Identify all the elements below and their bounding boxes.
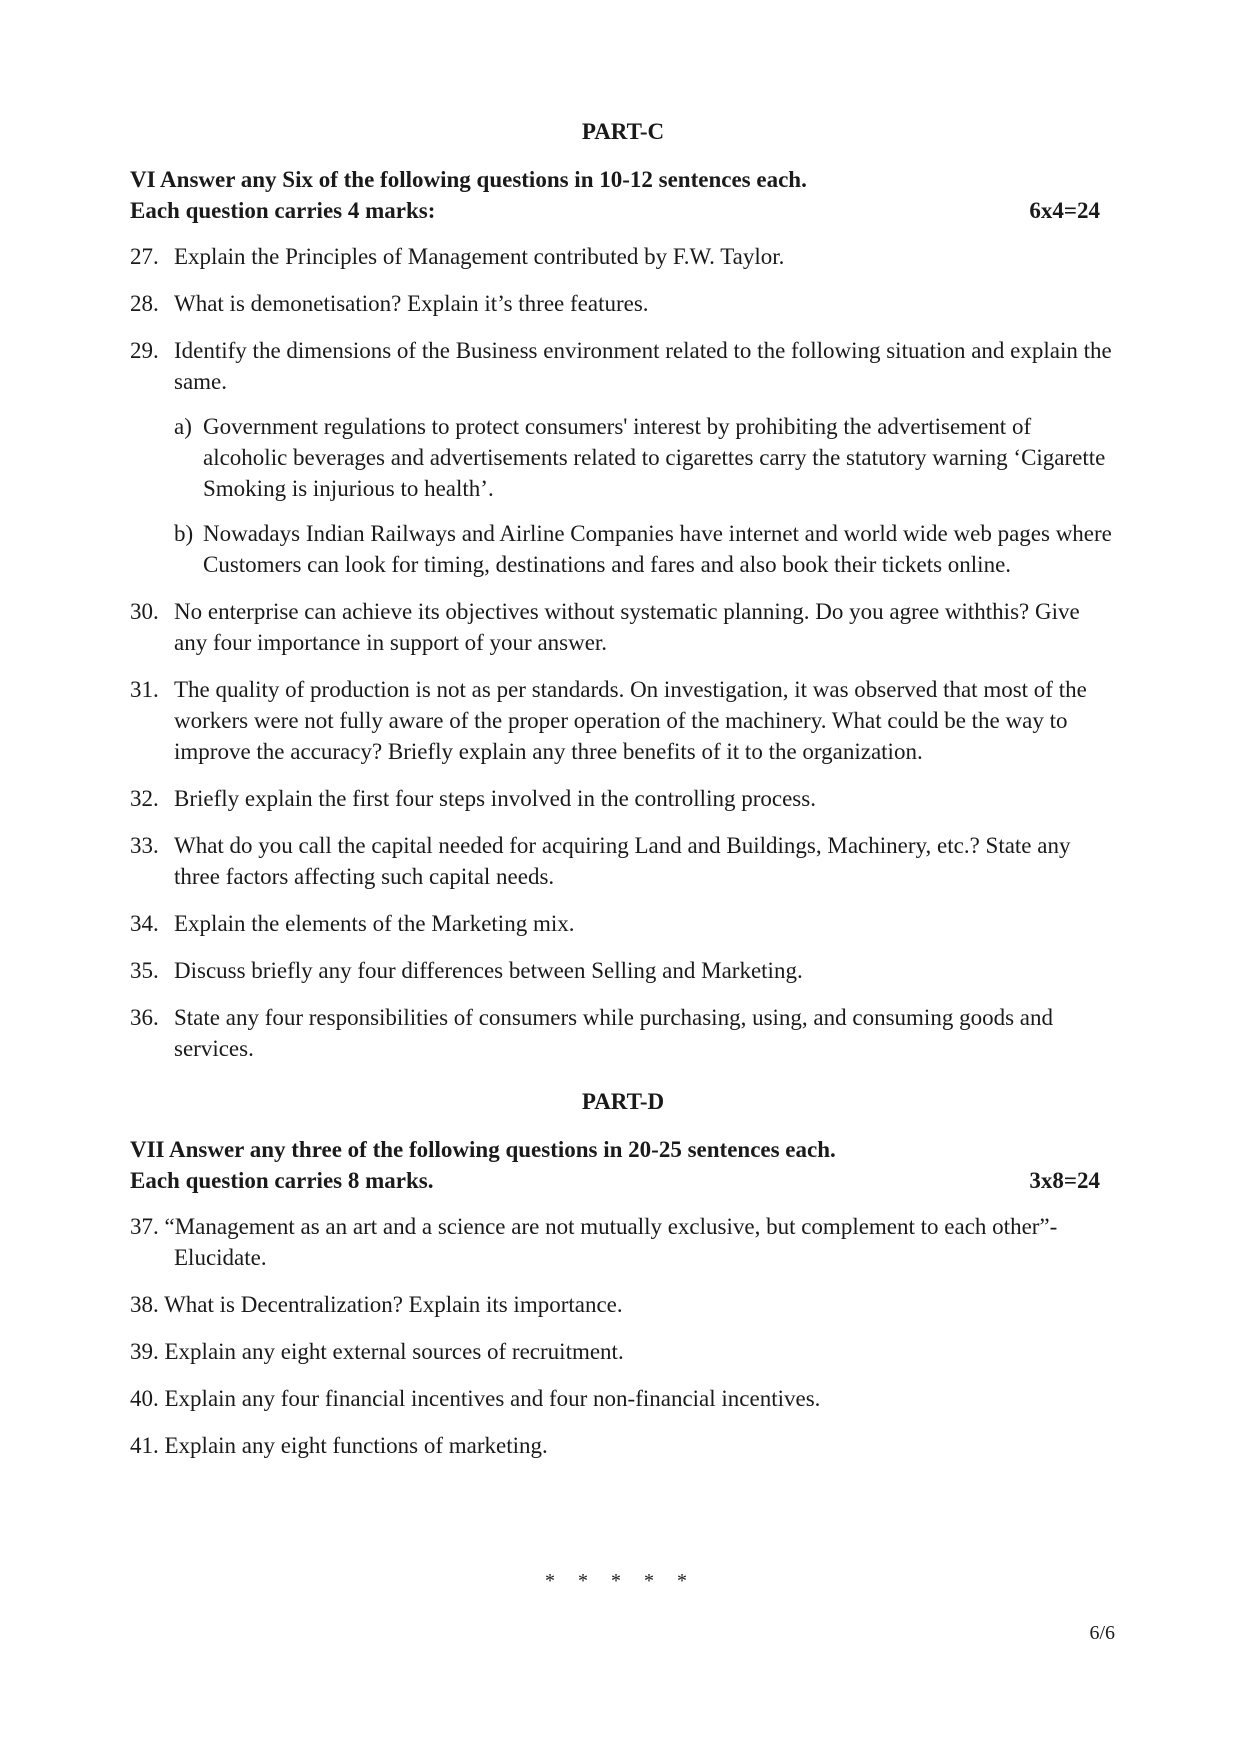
question-28: [130, 288, 1115, 319]
sub-question-text: Nowadays Indian Railways and Airline Companies have internet and world wide web pages where Customers can look for timing, destinations and fares and also book their tickets online.: [203, 521, 1112, 577]
question-33: [130, 830, 1115, 892]
part-d-instruction-line2: Each question carries 8 marks.: [130, 1168, 434, 1193]
sub-question-b: [174, 518, 1115, 580]
part-c-marks: 6x4=24: [1029, 198, 1100, 223]
question-35: [130, 955, 1115, 986]
part-c-instruction-line2: Each question carries 4 marks:: [130, 198, 436, 223]
question-40: 40. Explain any four financial incentives and four non-financial incentives.: [130, 1386, 821, 1411]
question-27: [130, 241, 1115, 272]
question-37: 37. “Management as an art and a science are not mutually exclusive, but complement to each other”- Elucidate.: [130, 1214, 1058, 1270]
question-text: What is demonetisation? Explain it’s three features.: [174, 291, 649, 316]
question-number: 29.: [130, 338, 159, 363]
question-30: [130, 596, 1115, 658]
part-d-instructions: [130, 1134, 1115, 1196]
part-c-instructions: [130, 164, 1115, 226]
question-text: State any four responsibilities of consumers while purchasing, using, and consuming goods and services.: [174, 1005, 1053, 1061]
question-text: Explain the Principles of Management contributed by F.W. Taylor.: [174, 244, 785, 269]
question-number: 31.: [130, 677, 159, 702]
part-d-title: PART-D: [581, 1089, 665, 1114]
question-34: [130, 908, 1115, 939]
sub-question-label: a): [174, 414, 192, 439]
part-d-marks: 3x8=24: [1029, 1168, 1100, 1193]
sub-question-text: Government regulations to protect consumers' interest by prohibiting the advertisement of alcoholic beverages and advertisements related to cigarettes carry the statutory warning ‘Cigarette Smoking is injurious to health’.: [203, 414, 1106, 501]
question-body: [174, 335, 1115, 580]
question-41: 41. Explain any eight functions of marketing.: [130, 1433, 548, 1458]
question-31: [130, 674, 1115, 767]
question-number: 32.: [130, 786, 159, 811]
question-text: Explain the elements of the Marketing mix.: [174, 911, 575, 936]
page-number: 6/6: [1089, 1622, 1115, 1644]
question-39: 39. Explain any eight external sources of recruitment.: [130, 1339, 624, 1364]
question-number: 27.: [130, 244, 159, 269]
question-29: [130, 335, 1115, 580]
exam-content: [130, 116, 1115, 1477]
question-text: No enterprise can achieve its objectives without systematic planning. Do you agree withthis? Give any four importance in support of your answer.: [174, 599, 1080, 655]
sub-question-a: [174, 411, 1115, 504]
part-c-question-list: [130, 241, 1115, 1064]
question-text: What do you call the capital needed for acquiring Land and Buildings, Machinery, etc.? State any three factors affecting such capital needs.: [174, 833, 1071, 889]
part-d-question-list: [130, 1211, 1115, 1461]
question-text: Identify the dimensions of the Business environment related to the following situation and explain the same.: [174, 338, 1112, 394]
question-36: [130, 1002, 1115, 1064]
part-d-instruction-row: [130, 1165, 1115, 1196]
end-of-paper-stars: * * * * *: [545, 1570, 696, 1592]
question-text: Discuss briefly any four differences between Selling and Marketing.: [174, 958, 803, 983]
part-c-title: PART-C: [581, 119, 665, 144]
question-number: 28.: [130, 291, 159, 316]
question-text: The quality of production is not as per standards. On investigation, it was observed that most of the workers were not fully aware of the proper operation of the machinery. What could be the way to improve the accuracy? Briefly explain any three benefits of it to the organization.: [174, 677, 1087, 764]
question-number: 36.: [130, 1005, 159, 1030]
question-38: 38. What is Decentralization? Explain its importance.: [130, 1292, 623, 1317]
sub-question-label: b): [174, 521, 194, 546]
question-number: 35.: [130, 958, 159, 983]
question-number: 34.: [130, 911, 159, 936]
part-d-instruction-line1: VII Answer any three of the following questions in 20-25 sentences each.: [130, 1137, 836, 1162]
part-c-instruction-line1: VI Answer any Six of the following questions in 10-12 sentences each.: [130, 167, 807, 192]
question-number: 33.: [130, 833, 159, 858]
question-32: [130, 783, 1115, 814]
question-text: Briefly explain the first four steps involved in the controlling process.: [174, 786, 816, 811]
part-c-instruction-row: [130, 195, 1115, 226]
question-number: 30.: [130, 599, 159, 624]
